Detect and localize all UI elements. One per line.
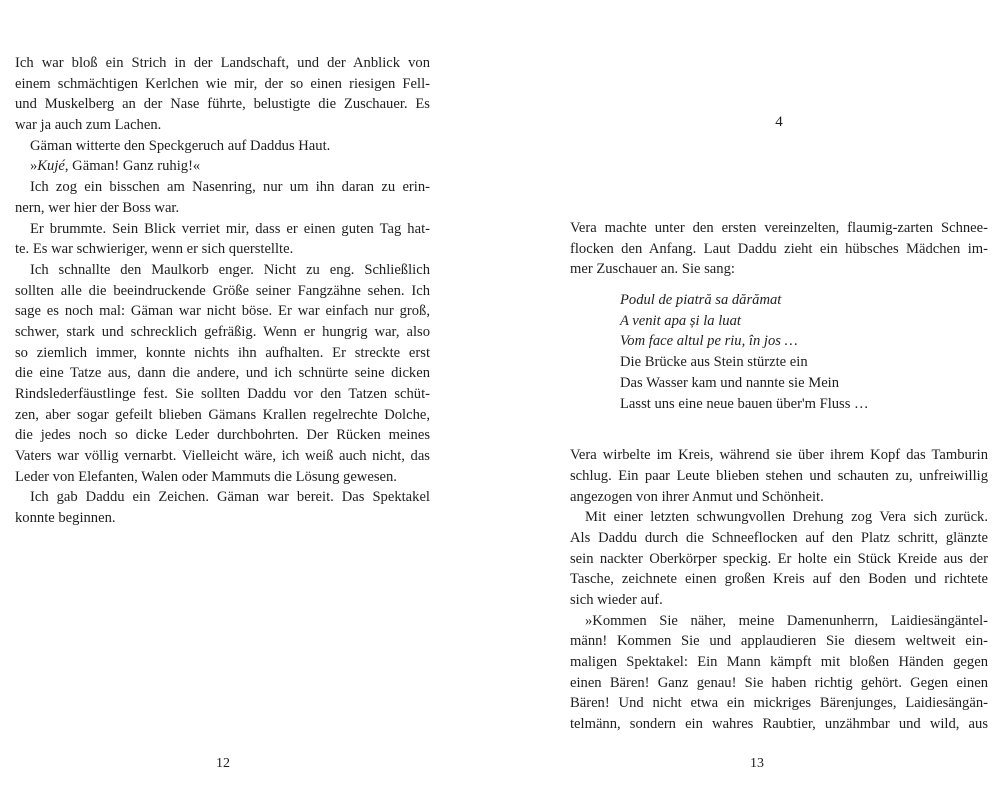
text-line: sein nackter Oberkörper speckig. Er holte ein Stück Kreide aus der (570, 550, 988, 567)
text-line: telmänn, sondern ein wahres Raubtier, unzähmbar und wild, aus (570, 716, 988, 733)
text-fragment: » (30, 158, 38, 175)
text-line: Ich war bloß ein Strich in der Landschaft, und der Anblick von (15, 55, 430, 71)
chapter-number: 4 (775, 114, 783, 130)
text-line: Gäman witterte den Speckgeruch auf Daddus Haut. (30, 137, 331, 154)
page-number-left: 12 (216, 756, 230, 771)
text-line: war ja auch zum Lachen. (15, 117, 162, 134)
verse-line: Lasst uns eine neue bauen über'm Fluss … (620, 395, 869, 412)
right-page-text (570, 218, 988, 735)
text-line: »Kommen Sie näher, meine Damenunherrn, Laidiesängäntel- (585, 612, 988, 629)
text-line: Leder von Elefanten, Walen oder Mammuts die Lösung gewesen. (15, 468, 397, 485)
text-line: Ich schnallte den Maulkorb enger. Nicht zu eng. Schließlich (30, 261, 430, 278)
text-line: und Muskelberg an der Nase führte, belustigte die Zuschauer. Es (15, 96, 430, 113)
italic-word: Kujé (37, 158, 65, 175)
text-line (15, 156, 430, 177)
text-line: maligen Spektakel: Ein Mann kämpft mit bloßen Händen gegen (570, 654, 988, 671)
text-line: die eine Tatze aus, dann die andere, und ich schnürte seine dicken (15, 365, 430, 382)
verse-line: Das Wasser kam und nannte sie Mein (620, 374, 840, 391)
text-line: nern, wer hier der Boss war. (15, 199, 180, 216)
song-verse (620, 290, 988, 414)
text-line: einen Bären! Ganz genau! Sie haben richtig gehört. Gegen einen (570, 674, 988, 691)
verse-spacer (570, 424, 988, 445)
text-line: sage es noch mal: Gäman war nicht böse. Er war einfach nur groß, (15, 303, 430, 320)
verse-line: Podul de piatră sa dărămat (620, 292, 782, 309)
text-line: mer Zuschauer an. Sie sang: (570, 261, 735, 278)
text-line: Bären! Und nicht etwa ein mickriges Bärenjunges, Laidiesängän- (570, 695, 988, 712)
text-line: einem schmächtigen Kerlchen wie mir, der so einen riesigen Fell- (15, 75, 430, 92)
text-line: Ich zog ein bisschen am Nasenring, nur um ihn daran zu erin- (30, 179, 430, 196)
text-line: Vera wirbelte im Kreis, während sie über ihrem Kopf das Tamburin (570, 447, 988, 464)
page-number-right: 13 (750, 756, 764, 771)
text-line: zen, aber sogar gefeilt blieben Gämans Krallen regelrechte Dolche, (15, 406, 430, 423)
text-line: konnte beginnen. (15, 510, 116, 527)
text-line: so ziemlich immer, konnte nichts ihn aufhalten. Er streckte erst (15, 344, 430, 361)
text-line: Vera machte unter den ersten vereinzelten, flaumig-zarten Schnee- (570, 220, 988, 236)
text-line: sollten alle die beeindruckende Größe seiner Fangzähne sehen. Ich (15, 282, 430, 299)
text-line: te. Es war schwieriger, wenn er sich querstellte. (15, 241, 294, 258)
text-line: Tasche, zeichnete einen großen Kreis auf den Boden und richtete (570, 571, 988, 588)
verse-line: Vom face altul pe riu, în jos … (620, 333, 798, 350)
text-line: Vaters war völlig vernarbt. Vielleicht wäre, ich weiß auch nicht, das (15, 448, 430, 465)
text-line: männ! Kommen Sie und applaudieren Sie diesem weltweit ein- (570, 633, 988, 650)
text-line: flocken den Anfang. Laut Daddu zieht ein hübsches Mädchen im- (570, 240, 988, 257)
verse-line: A venit apa și la luat (620, 312, 741, 329)
verse-line: Die Brücke aus Stein stürzte ein (620, 354, 808, 371)
text-line: schlug. Ein paar Leute blieben stehen und schauten zu, unfreiwillig (570, 467, 988, 484)
text-line: Mit einer letzten schwungvollen Drehung zog Vera sich zurück. (585, 509, 988, 526)
text-line: Als Daddu durch die Schneeflocken auf den Platz schritt, glänzte (570, 529, 988, 546)
text-line: Ich gab Daddu ein Zeichen. Gäman war bereit. Das Spektakel (30, 489, 430, 506)
text-line: die jedes noch so dicke Leder durchbohrten. Der Rücken meines (15, 427, 430, 444)
right-page (500, 0, 1000, 800)
text-line: Er brummte. Sein Blick verriet mir, dass er einen guten Tag hat- (30, 220, 430, 237)
text-line: schwer, stark und schrecklich gefräßig. Wenn er hungrig war, also (15, 323, 430, 340)
text-fragment: , Gäman! Ganz ruhig!« (64, 158, 201, 175)
text-line: Rindslederfäustlinge fest. Sie sollten Daddu vor den Tatzen schüt- (15, 386, 430, 402)
text-line: angezogen von ihrer Anmut und Schönheit. (570, 488, 824, 505)
left-page-text (15, 53, 430, 529)
text-line: sich wieder auf. (570, 592, 663, 608)
